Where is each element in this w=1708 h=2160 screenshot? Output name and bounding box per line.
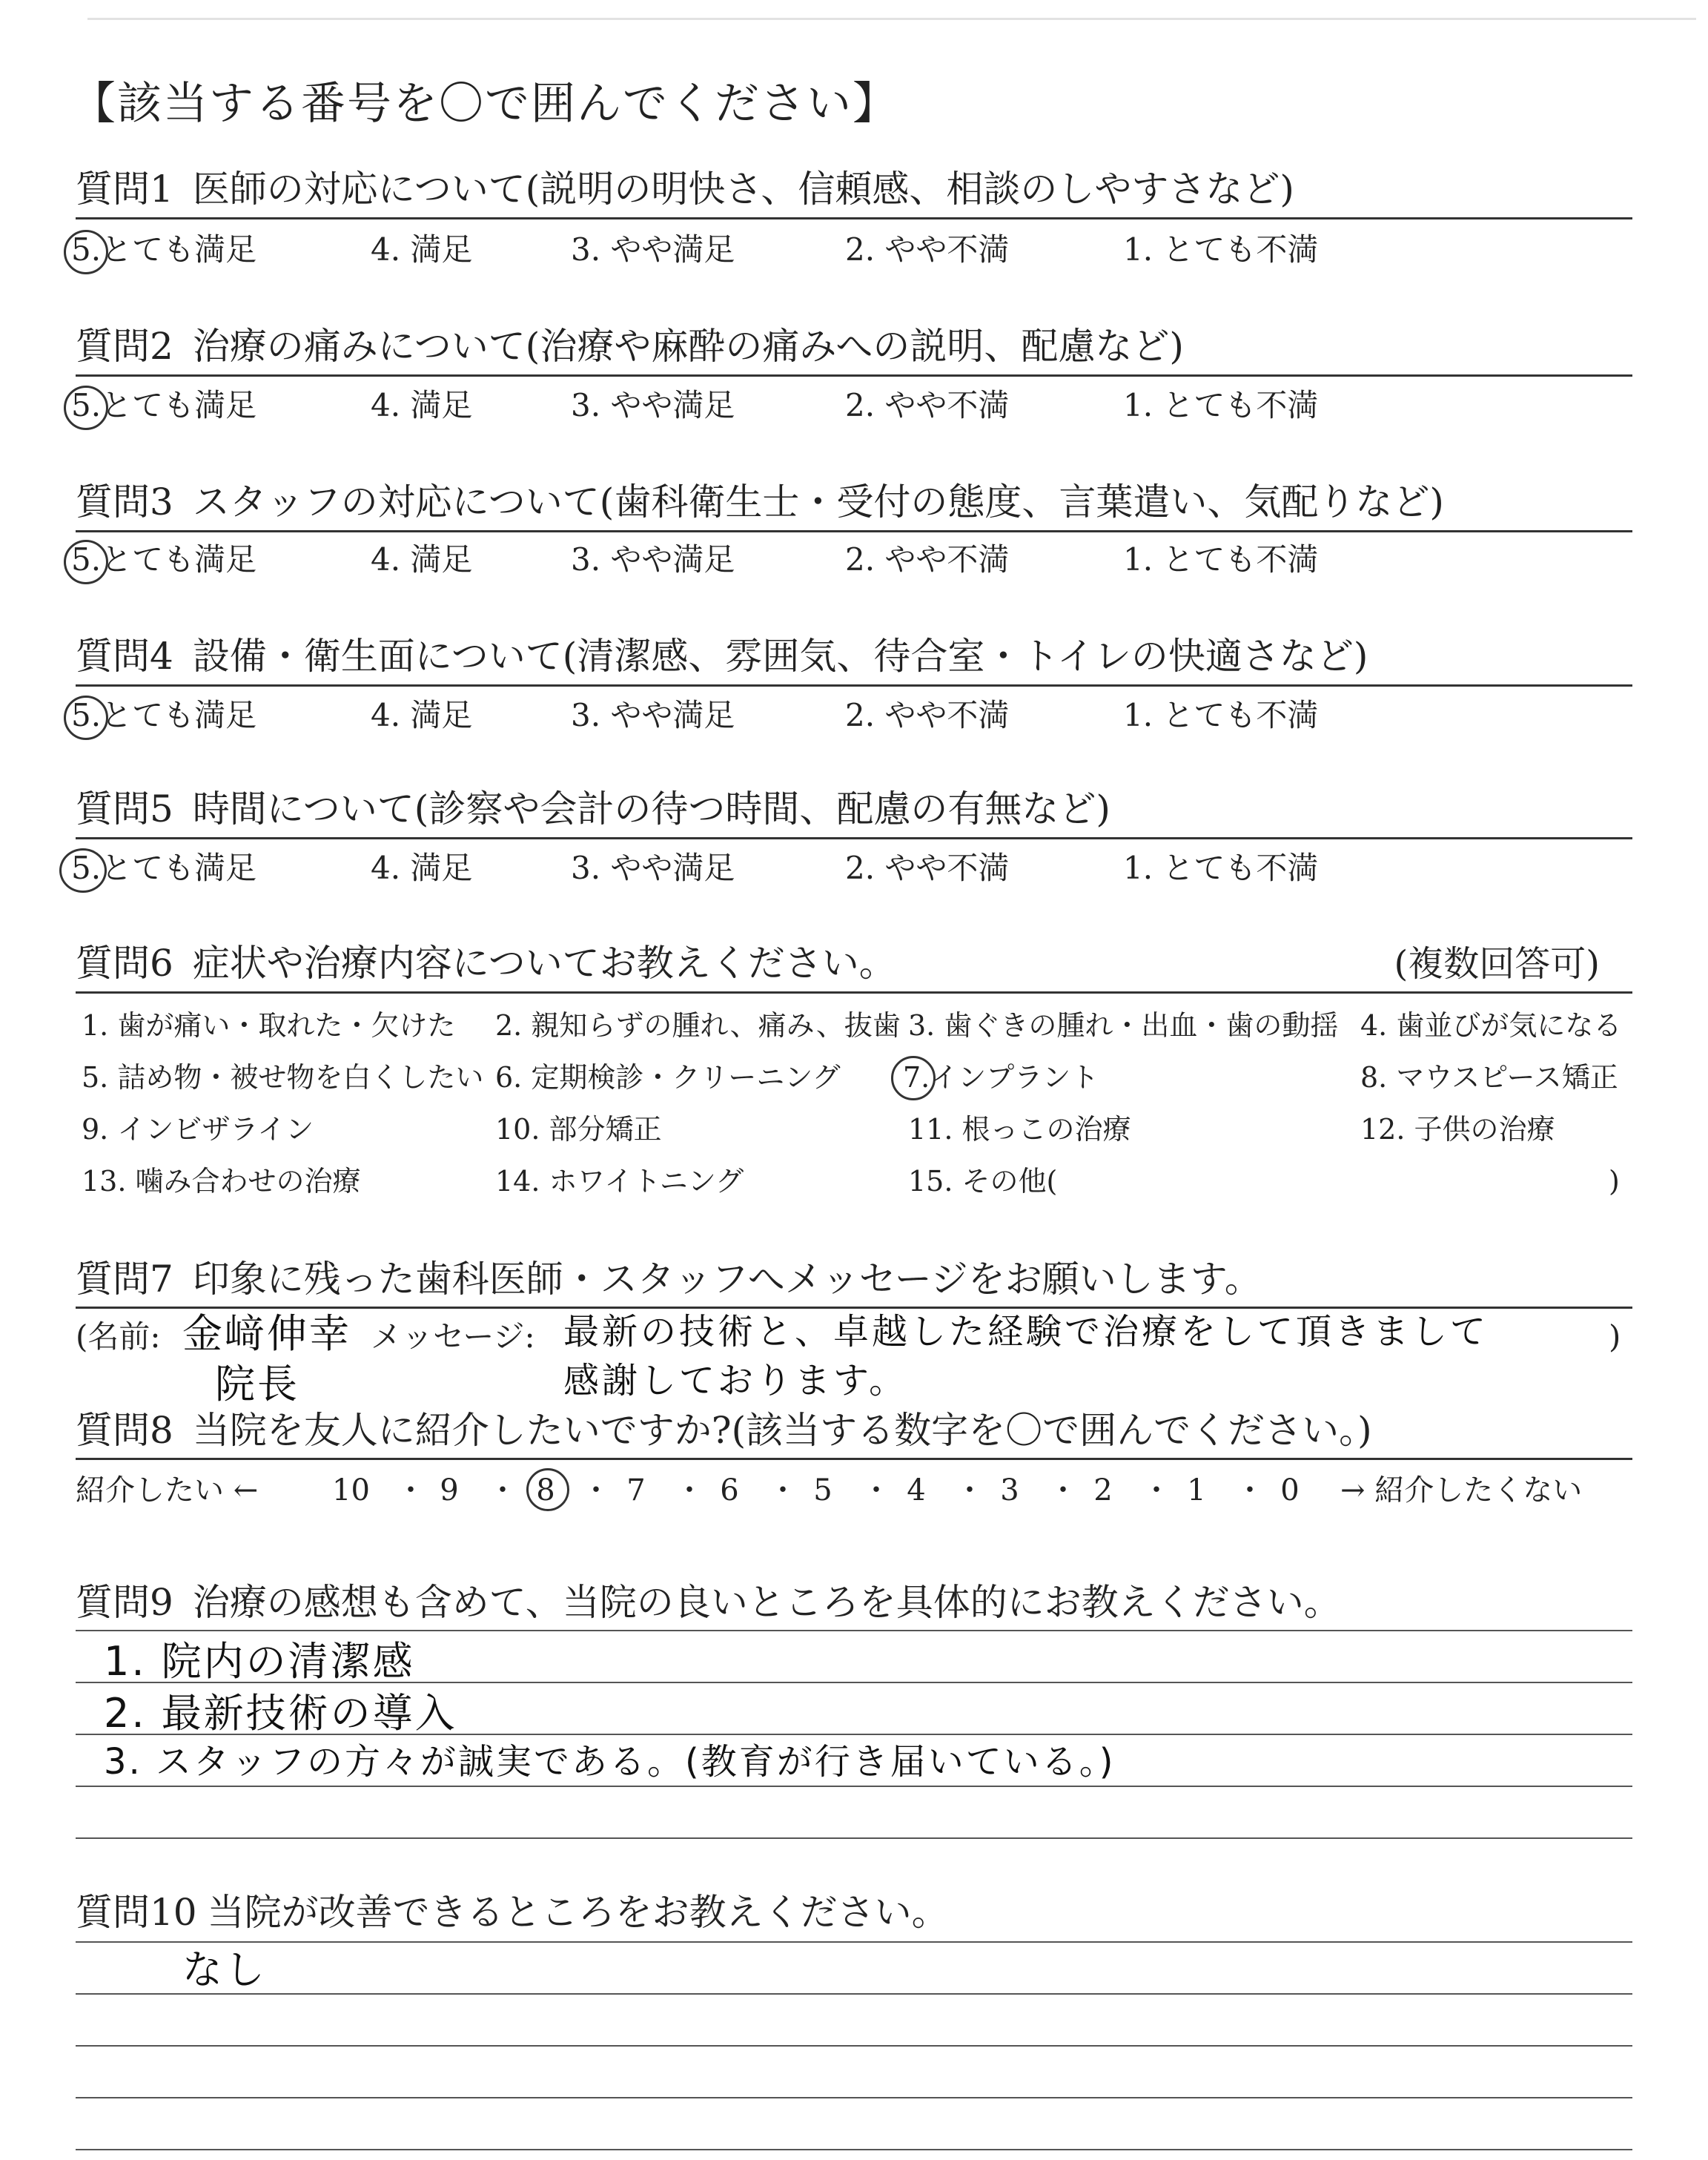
answer-line (76, 1734, 1632, 1735)
question-7 (76, 1258, 1262, 1301)
treatment-option[interactable]: 3. 歯ぐきの腫れ・出血・歯の動揺 (908, 1009, 1339, 1042)
question-text: 当院を友人に紹介したいですか?(該当する数字を〇で囲んでください。) (192, 1409, 1372, 1452)
option-5[interactable]: 5.とても満足 (71, 231, 257, 268)
question-number: 質問6 (76, 942, 173, 985)
recommend-label: 紹介したい ← (76, 1473, 259, 1507)
option-4[interactable]: 4. 満足 (371, 541, 473, 578)
scale-10[interactable]: 10 (332, 1473, 370, 1507)
option-4[interactable]: 4. 満足 (371, 387, 473, 423)
option-3[interactable]: 3. やや満足 (571, 387, 735, 423)
option-1[interactable]: 1. とても不満 (1123, 387, 1319, 423)
option-2[interactable]: 2. やや不満 (845, 231, 1010, 268)
question-text: 印象に残った歯科医師・スタッフへメッセージをお願いします。 (192, 1258, 1262, 1301)
option-2[interactable]: 2. やや不満 (845, 541, 1010, 578)
answer-line (76, 1786, 1632, 1787)
answer-line (76, 1941, 1632, 1943)
question-number: 質問8 (76, 1409, 173, 1452)
handwritten-title: 院長 (215, 1361, 299, 1407)
question-9 (76, 1581, 1341, 1624)
handwritten-message: 最新の技術と、卓越した経験で治療をして頂きまして (563, 1311, 1489, 1353)
treatment-option[interactable]: 13. 噛み合わせの治療 (82, 1165, 361, 1198)
scale-1[interactable]: 1 (1187, 1473, 1206, 1507)
question-number: 質問5 (76, 787, 173, 830)
option-5[interactable]: 5.とても満足 (71, 850, 257, 886)
handwritten-message-cont: 感謝しております。 (563, 1360, 908, 1401)
handwritten-answer: なし (182, 1946, 267, 1993)
name-label: (名前: (76, 1318, 161, 1355)
question-3 (76, 480, 1444, 524)
question-2 (76, 325, 1184, 368)
option-5[interactable]: 5.とても満足 (71, 541, 257, 578)
question-number: 質問10 (76, 1891, 197, 1934)
scale-3[interactable]: 3 (1000, 1473, 1019, 1507)
divider (76, 217, 1632, 219)
handwritten-answer: 1. 院内の清潔感 (104, 1638, 415, 1685)
scale-8[interactable]: 8 (536, 1473, 555, 1507)
option-3[interactable]: 3. やや満足 (571, 541, 735, 578)
page-heading: 【該当する番号を〇で囲んでください】 (71, 78, 898, 130)
question-text: 医師の対応について(説明の明快さ、信頼感、相談のしやすさなど) (192, 168, 1294, 211)
question-8 (76, 1409, 1372, 1452)
other-close-paren: ) (1609, 1165, 1620, 1198)
option-3[interactable]: 3. やや満足 (571, 850, 735, 886)
treatment-option[interactable]: 7.インプラント (903, 1061, 1099, 1094)
answer-line (76, 2097, 1632, 2098)
question-number: 質問2 (76, 325, 173, 368)
option-4[interactable]: 4. 満足 (371, 231, 473, 268)
treatment-option[interactable]: 5. 詰め物・被せ物を白くしたい (82, 1061, 484, 1094)
answer-line (76, 1837, 1632, 1839)
treatment-option[interactable]: 2. 親知らずの腫れ、痛み、抜歯 (495, 1009, 901, 1042)
treatment-option[interactable]: 1. 歯が痛い・取れた・欠けた (82, 1009, 456, 1042)
option-2[interactable]: 2. やや不満 (845, 697, 1010, 733)
question-text: スタッフの対応について(歯科衛生士・受付の態度、言葉遣い、気配りなど) (192, 480, 1444, 524)
question-6 (76, 942, 896, 985)
treatment-option[interactable]: 15. その他( (908, 1165, 1058, 1198)
divider (76, 530, 1632, 532)
option-3[interactable]: 3. やや満足 (571, 231, 735, 268)
answer-line (76, 1993, 1632, 1995)
scale-5[interactable]: 5 (813, 1473, 833, 1507)
option-1[interactable]: 1. とても不満 (1123, 850, 1319, 886)
option-4[interactable]: 4. 満足 (371, 850, 473, 886)
scale-7[interactable]: 7 (626, 1473, 646, 1507)
option-2[interactable]: 2. やや不満 (845, 387, 1010, 423)
answer-line (76, 1682, 1632, 1683)
question-text: 設備・衛生面について(清潔感、雰囲気、待合室・トイレの快適さなど) (192, 635, 1368, 678)
question-5 (76, 787, 1110, 830)
treatment-option[interactable]: 10. 部分矯正 (495, 1113, 662, 1146)
treatment-option[interactable]: 4. 歯並びが気になる (1360, 1009, 1622, 1042)
scale-0[interactable]: 0 (1280, 1473, 1300, 1507)
scale-6[interactable]: 6 (720, 1473, 739, 1507)
multiple-answers-note: (複数回答可) (1394, 943, 1600, 985)
not-recommend-label: → 紹介したくない (1340, 1473, 1583, 1507)
option-1[interactable]: 1. とても不満 (1123, 231, 1319, 268)
question-number: 質問1 (76, 168, 173, 211)
question-text: 当院が改善できるところをお教えください。 (207, 1891, 949, 1934)
handwritten-answer: 2. 最新技術の導入 (104, 1690, 457, 1737)
treatment-option[interactable]: 8. マウスピース矯正 (1360, 1061, 1618, 1094)
scale-4[interactable]: 4 (907, 1473, 926, 1507)
treatment-option[interactable]: 9. インビザライン (82, 1113, 314, 1146)
answer-line (76, 2149, 1632, 2150)
question-number: 質問9 (76, 1581, 173, 1624)
question-10 (76, 1891, 949, 1934)
question-number: 質問3 (76, 480, 173, 524)
question-text: 治療の感想も含めて、当院の良いところを具体的にお教えください。 (192, 1581, 1341, 1624)
message-label: メッセージ: (371, 1318, 535, 1355)
treatment-option[interactable]: 11. 根っこの治療 (908, 1113, 1131, 1146)
divider (76, 374, 1632, 377)
scan-edge (87, 18, 1696, 20)
scale-2[interactable]: 2 (1093, 1473, 1113, 1507)
option-1[interactable]: 1. とても不満 (1123, 541, 1319, 578)
question-number: 質問4 (76, 635, 173, 678)
option-2[interactable]: 2. やや不満 (845, 850, 1010, 886)
treatment-option[interactable]: 6. 定期検診・クリーニング (495, 1061, 841, 1094)
treatment-option[interactable]: 12. 子供の治療 (1360, 1113, 1555, 1146)
divider (76, 1307, 1632, 1309)
treatment-option[interactable]: 14. ホワイトニング (495, 1165, 744, 1198)
question-text: 時間について(診察や会計の待つ時間、配慮の有無など) (192, 787, 1110, 830)
question-text: 症状や治療内容についてお教えください。 (192, 942, 896, 985)
survey-sheet: 【該当する番号を〇で囲んでください】 質問1 医師の対応について(説明の明快さ、信頼感、相談のしやすさなど) 5.とても満足 4. 満足 3. やや満足 2. やや不満 1. とても不満 質問2 治療の痛みについて(治療や麻酔の痛みへの説明、配慮など) 5.とても満足 4. 満足 3. やや満足 2. やや不満 1. とても不満 質問3 スタッフの対応について(歯科衛生士・受付の態度、言葉遣い、気配りなど) 5.とても満足 4. 満足 3. やや満足 2. やや不満 1. とても不満 質問4 設備・衛生面について(清潔感、雰囲気、待合室・トイレの快適さなど) 5.とても満足 4. 満足 3. やや満足 2. やや不満 1. とても不満 質問5 時間について(診察や会計の待つ時間、配慮の有無など) 5.とても満足 4. 満足 3. やや満足 2. やや不満 1. とても不満 質問6 症状や治療内容についてお教えください。 (複数回答可) 1. 歯が痛い・取れた・欠けた 2. 親知らずの腫れ、痛み、抜歯 3. 歯ぐきの腫れ・出血・歯の動揺 4. 歯並びが気になる 5. 詰め物・被せ物を白くしたい 6. 定期検診・クリーニング 7.インプラント 8. マウスピース矯正 9. インビザライン 10. 部分矯正 11. 根っこの治療 12. 子供の治療 13. 噛み合わせの治療 14. ホワイトニング 15. その他( ) 質問7 印象に残った歯科医師・スタッフへメッセージをお願いします。 (名前: 金﨑伸幸 院長 メッセージ: 最新の技術と、卓越した経験で治療をして頂きまして 感謝しております。 ) 質問8 当院を友人に紹介したいですか?(該当する数字を〇で囲んでください。) 紹介したい ← 10 ・ 9 ・ 8 ・ 7 ・ 6 ・ 5 ・ 4 ・ 3 ・ 2 ・ 1 ・ 0 → 紹介したくない 質問9 治療の感想も含めて、当院の良いところを具体的にお教えください。 1. 院内の清潔感 2. 最新技術の導入 3. スタッフの方々が誠実である。(教育が行き届いている。) 質問10 当院が改善できるところをお教えください。 なし (0, 0, 1708, 2160)
scale-9[interactable]: 9 (440, 1473, 459, 1507)
handwritten-name: 金﨑伸幸 (182, 1310, 351, 1357)
question-4 (76, 635, 1368, 678)
divider (76, 684, 1632, 687)
question-1 (76, 168, 1294, 211)
option-5[interactable]: 5.とても満足 (71, 697, 257, 733)
option-4[interactable]: 4. 満足 (371, 697, 473, 733)
question-text: 治療の痛みについて(治療や麻酔の痛みへの説明、配慮など) (192, 325, 1184, 368)
option-5[interactable]: 5.とても満足 (71, 387, 257, 423)
divider (76, 991, 1632, 994)
close-paren: ) (1609, 1318, 1621, 1355)
divider (76, 837, 1632, 839)
option-1[interactable]: 1. とても不満 (1123, 697, 1319, 733)
answer-line (76, 2045, 1632, 2047)
option-3[interactable]: 3. やや満足 (571, 697, 735, 733)
divider (76, 1458, 1632, 1460)
answer-line (76, 1630, 1632, 1631)
handwritten-answer: 3. スタッフの方々が誠実である。(教育が行き届いている。) (104, 1741, 1116, 1783)
question-number: 質問7 (76, 1258, 173, 1301)
